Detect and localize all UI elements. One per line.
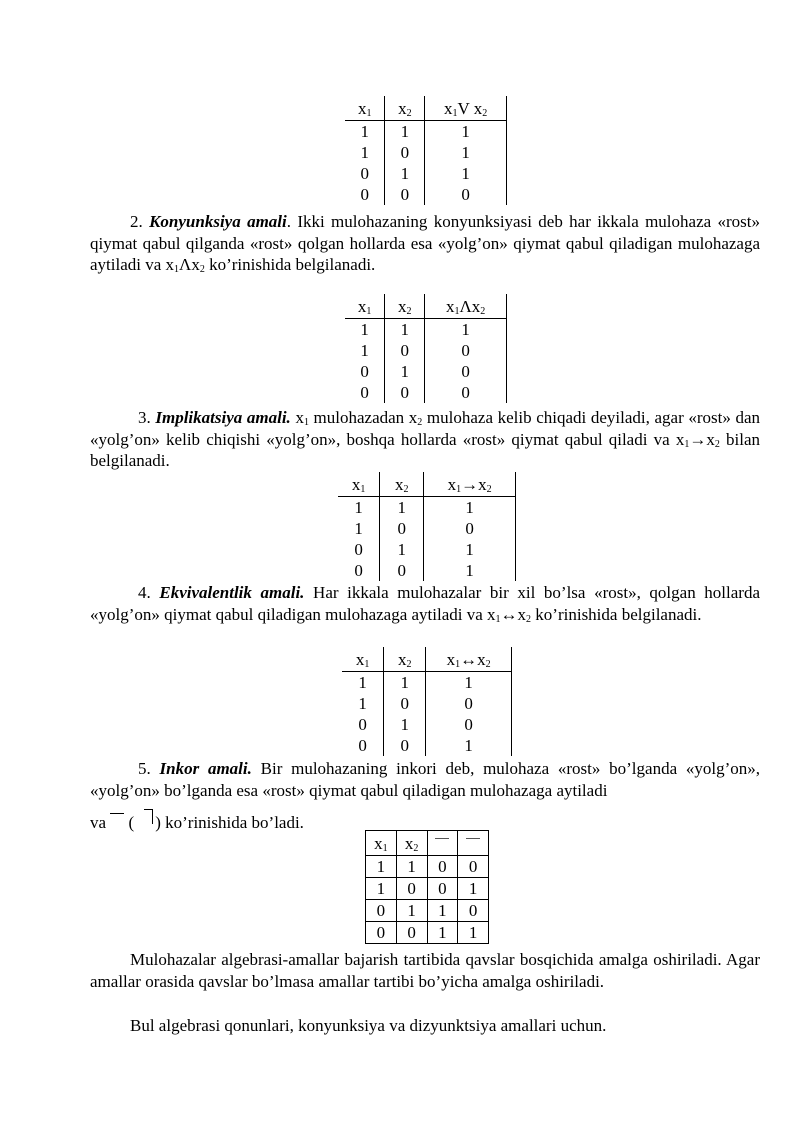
column-header: $x_1\leftrightarrow x_2$ [426, 647, 512, 672]
term-negation: Inkor amali. [159, 759, 252, 778]
table-cell: 0 [385, 142, 425, 163]
symbol-implication: $x_1\to x_2$ [675, 429, 720, 450]
table-cell: 0 [425, 340, 507, 361]
table-row [342, 693, 512, 714]
table-cell: 1 [396, 856, 427, 878]
table-cell: 1 [360, 122, 369, 141]
table-cell: 0 [424, 518, 516, 539]
table-cell: 1 [424, 539, 516, 560]
table-cell: 0 [358, 736, 367, 755]
table-cell: 1 [385, 121, 425, 143]
table-cell: 1 [366, 856, 397, 878]
table-cell: 0 [360, 362, 369, 381]
paragraph-conjunction: 2. Konyunksiya amali. Ikki mulohazaning konyunksiyasi deb har ikkala mulohaza «rost» qiymat qabul qilganda «rost» qolgan hollarda esa «yolg’on» qiymat qabul qiladigan mulohazaga aytiladi va $x_1\Lambda x_2$ ko’rinishida belgilanadi. [90, 212, 760, 275]
table-row [345, 319, 507, 341]
table-row [366, 900, 489, 922]
table-cell: 0 [366, 922, 397, 944]
table-header-row [338, 472, 516, 497]
table-cell: 0 [426, 714, 512, 735]
table-row [345, 382, 507, 403]
negation-symbol-icon [144, 809, 153, 824]
term-implication: Implikatsiya amali. [155, 408, 291, 427]
column-header: $x_2$ [380, 472, 424, 497]
table-cell: 1 [360, 143, 369, 162]
table-cell: 0 [384, 693, 426, 714]
term-conjunction: Konyunksiya amali [149, 212, 287, 231]
table-cell: 1 [358, 673, 367, 692]
table-cell: 1 [380, 497, 424, 519]
column-header: $x_1\to x_2$ [424, 472, 516, 497]
table-cell: 0 [427, 856, 458, 878]
column-header: $x_1$ [345, 96, 385, 121]
table-header-row [345, 96, 507, 121]
table-cell: 1 [360, 341, 369, 360]
table-row [345, 340, 507, 361]
table-row [345, 142, 507, 163]
table-cell: 0 [360, 383, 369, 402]
table-row [338, 560, 516, 581]
symbol-equivalence: $x_1\leftrightarrow x_2$ [487, 604, 532, 625]
table-cell: 0 [425, 361, 507, 382]
table-cell: 0 [426, 693, 512, 714]
table-header-row [342, 647, 512, 672]
negation-overbar-icon [466, 838, 480, 839]
term-equivalence: Ekvivalentlik amali. [159, 583, 305, 602]
negation-overbar [110, 813, 124, 814]
column-header: $x_1$ [366, 831, 397, 856]
column-header: $x_1V$ $x_2$ [425, 96, 507, 121]
table-cell: 1 [425, 163, 507, 184]
column-header [458, 831, 489, 856]
table-cell: 1 [424, 497, 516, 519]
paragraph-implication: 3. Implikatsiya amali. $x_1$ mulohazadan $x_2$ mulohaza kelib chiqadi deyiladi, agar «rost» dan «yolg’on» kelib chiqishi «yolg’on», boshqa hollarda «rost» qiymat qabul qiladi va $x_1\to x_2$ bilan belgilanadi. [90, 408, 761, 470]
column-header: $x_2$ [384, 647, 426, 672]
table-cell: 1 [458, 922, 489, 944]
table-cell: 0 [360, 185, 369, 204]
table-row [345, 361, 507, 382]
table-cell: 1 [384, 672, 426, 694]
table-cell: 1 [458, 878, 489, 900]
table-cell: 1 [358, 694, 367, 713]
column-header [427, 831, 458, 856]
table-cell: 0 [425, 184, 507, 205]
table-cell: 0 [380, 560, 424, 581]
table-cell: 0 [458, 856, 489, 878]
table-header-row [345, 294, 507, 319]
conjunction-truth-table [345, 294, 507, 403]
column-header: $x_1$ [345, 294, 385, 319]
table-cell: 0 [385, 184, 425, 205]
table-cell: 0 [385, 382, 425, 403]
table-cell: 0 [358, 715, 367, 734]
table-cell: 1 [385, 361, 425, 382]
table-row [342, 714, 512, 735]
column-header: $x_1$ [342, 647, 384, 672]
table-cell: 1 [425, 319, 507, 341]
table-cell: 1 [426, 672, 512, 694]
table-cell: 0 [425, 382, 507, 403]
negation-truth-table [365, 830, 489, 944]
table-row [338, 497, 516, 519]
table-cell: 1 [360, 320, 369, 339]
paragraph-operation-order: Mulohazalar algebrasi-amallar bajarish tartibida qavslar bosqichida amalga oshiriladi. Agar amallar orasida qavslar bo’lmasa amallar tartibi bo’yicha amalga oshiriladi. [90, 950, 760, 991]
paragraph-boolean-laws: Bul algebrasi qonunlari, konyunksiya va dizyunktsiya amallari uchun. [130, 1016, 607, 1035]
table-header-row [366, 831, 489, 856]
table-cell: 1 [427, 922, 458, 944]
negation-overbar-icon [435, 838, 449, 839]
disjunction-truth-table [345, 96, 507, 205]
table-row [345, 121, 507, 143]
paragraph-negation: 5. Inkor amali. Bir mulohazaning inkori deb, mulohaza «rost» bo’lganda «yolg’on», «yolg’on» bo’lganda esa «rost» qiymat qabul qiladigan mulohazaga aytiladi va ( ) ko’rinishida bo’ladi. [90, 759, 761, 832]
paragraph-equivalence: 4. Ekvivalentlik amali. Har ikkala mulohazalar bir xil bo’lsa «rost», qolgan hollarda «yolg’on» qiymat qabul qiladigan mulohazaga aytiladi va $x_1\leftrightarrow x_2$ ko’rinishida belgilanadi. [90, 583, 760, 625]
table-cell: 1 [354, 498, 363, 517]
table-cell: 1 [425, 121, 507, 143]
table-cell: 1 [427, 900, 458, 922]
column-header: $x_2$ [385, 96, 425, 121]
column-header: $x_1\Lambda x_2$ [425, 294, 507, 319]
table-cell: 0 [384, 735, 426, 756]
table-row [342, 672, 512, 694]
table-row [345, 163, 507, 184]
table-row [366, 856, 489, 878]
column-header: $x_2$ [385, 294, 425, 319]
table-cell: 1 [385, 163, 425, 184]
table-row [342, 735, 512, 756]
table-row [338, 518, 516, 539]
column-header: $x_2$ [396, 831, 427, 856]
table-row [345, 184, 507, 205]
table-cell: 0 [427, 878, 458, 900]
table-cell: 1 [384, 714, 426, 735]
table-cell: 1 [426, 735, 512, 756]
table-cell: 0 [354, 561, 363, 580]
symbol-conjunction: $x_1\Lambda x_2$ [165, 255, 205, 275]
table-cell: 1 [396, 900, 427, 922]
table-row [338, 539, 516, 560]
table-cell: 0 [354, 540, 363, 559]
table-row [366, 922, 489, 944]
table-cell: 1 [425, 142, 507, 163]
table-cell: 1 [380, 539, 424, 560]
table-cell: 1 [385, 319, 425, 341]
table-cell: 0 [360, 164, 369, 183]
column-header: $x_1$ [338, 472, 380, 497]
table-cell: 0 [458, 900, 489, 922]
table-cell: 0 [396, 922, 427, 944]
table-cell: 1 [424, 560, 516, 581]
table-row [366, 878, 489, 900]
table-cell: 1 [354, 519, 363, 538]
table-cell: 1 [366, 878, 397, 900]
table-cell: 0 [396, 878, 427, 900]
implication-truth-table [338, 472, 516, 581]
equivalence-truth-table [342, 647, 512, 756]
table-cell: 0 [380, 518, 424, 539]
table-cell: 0 [385, 340, 425, 361]
table-cell: 0 [366, 900, 397, 922]
